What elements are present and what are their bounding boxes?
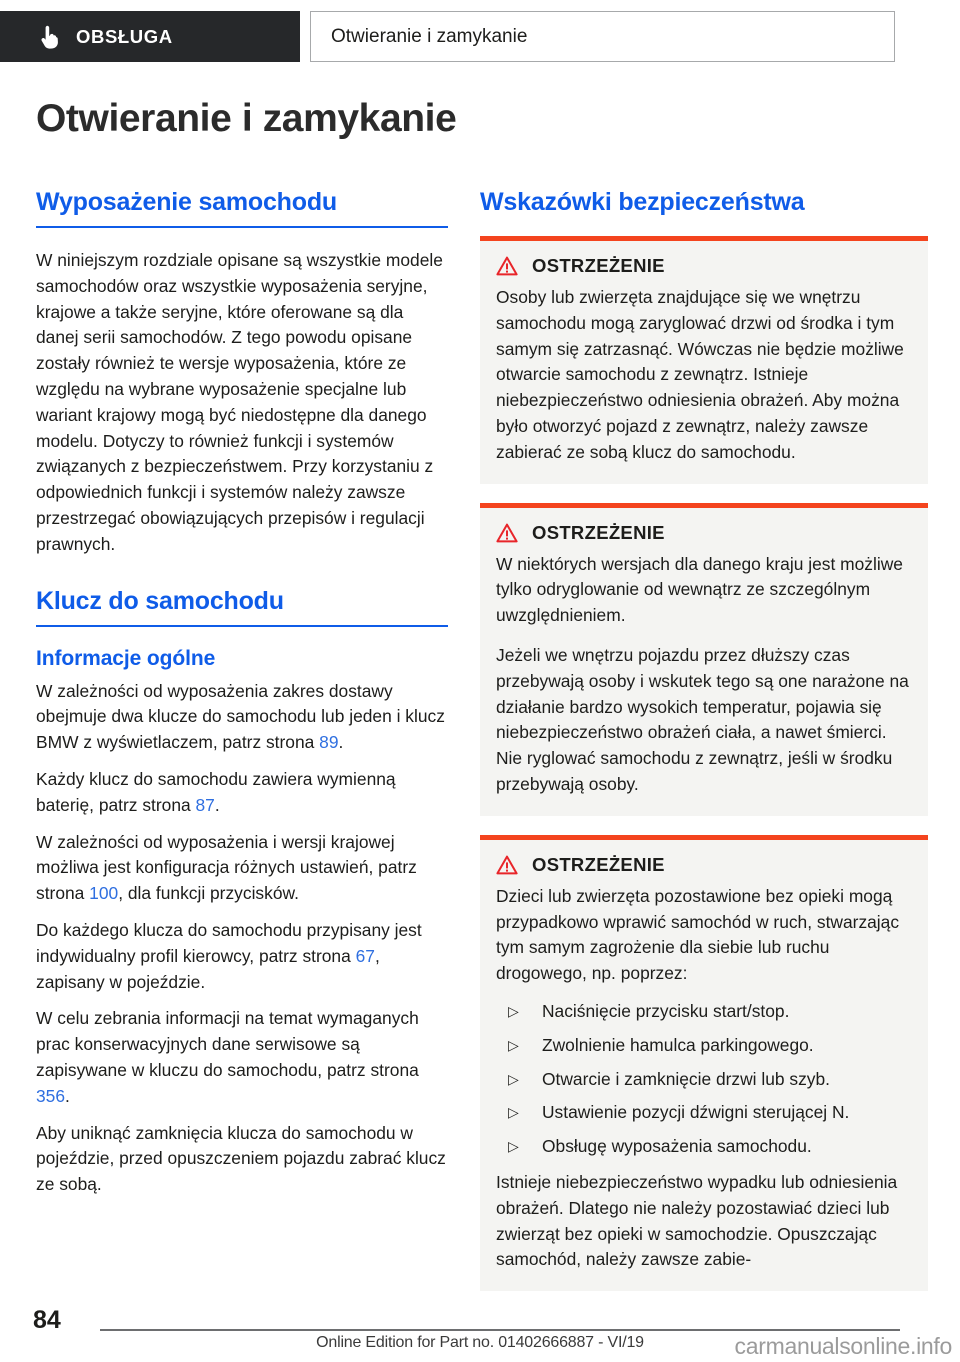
key-paragraph-4-text-b: , zapisany w pojeździe.: [36, 945, 380, 992]
key-paragraph-3-text-b: , dla funkcji przycisków.: [118, 883, 299, 904]
warning-paragraph: Osoby lub zwierzęta znajdujące się we wnętrzu samochodu mogą zaryglować drzwi od środka i tym samym się zatrzasnąć. Wówczas nie będzie możliwe otwarcie samochodu z zewnątrz. Istnieje niebezpieczeństwo odniesienia obrażeń. Aby można było otworzyć pojazd z zewnątrz, należy zawsze zabierać ze sobą klucz do samochodu.: [496, 287, 904, 462]
header-section-label: OBSŁUGA: [76, 25, 173, 47]
list-item-label: Otwarcie i zamknięcie drzwi lub szyb.: [542, 1068, 830, 1089]
key-paragraph-1: [36, 679, 448, 756]
warning-header: [496, 854, 912, 876]
list-item: [496, 999, 912, 1025]
list-item: [496, 1134, 912, 1160]
warning-box: [480, 503, 928, 816]
key-paragraph-2: [36, 767, 448, 819]
key-paragraph-3: [36, 830, 448, 907]
footer-divider: [100, 1329, 900, 1331]
list-item-label: Ustawienie pozycji dźwigni sterującej N.: [542, 1102, 850, 1123]
triangle-bullet-icon: ▷: [508, 1104, 519, 1121]
page-reference-356[interactable]: 356: [36, 1085, 66, 1106]
warning-paragraph: W niektórych wersjach dla danego kraju jest możliwe tylko odryglowanie od wewnątrz ze szczególnym uwzględnieniem.: [496, 553, 903, 626]
page-title: Otwieranie i zamykanie: [36, 97, 457, 140]
page-number: 84: [33, 1306, 61, 1334]
key-paragraph-5: [36, 1006, 448, 1109]
key-paragraph-4-text-a: Do każdego klucza do samochodu przypisany jest indywidualny profil kierowcy, patrz strona: [36, 919, 422, 966]
list-item: [496, 1067, 912, 1093]
warning-title: OSTRZEŻENIE: [532, 255, 665, 276]
key-paragraph-2-text-b: .: [214, 794, 220, 815]
page-header: [0, 11, 960, 62]
section-heading-car-key: Klucz do samochodu: [36, 587, 448, 627]
list-item-label: Naciśnięcie przycisku start/stop.: [542, 1000, 790, 1021]
key-paragraph-6: Aby uniknąć zamknięcia klucza do samochodu w pojeździe, przed opuszczeniem pojazdu zabrać klucz ze sobą.: [36, 1122, 446, 1195]
breadcrumb-label: Otwieranie i zamykanie: [331, 25, 528, 47]
triangle-bullet-icon: ▷: [508, 1070, 519, 1087]
warning-paragraph: Jeżeli we wnętrzu pojazdu przez dłuższy czas przebywają osoby i wskutek tego są one narażone na działanie bardzo wysokich temperatur, pojawia się niebezpieczeństwo obrażeń ciała, a nawet śmierci. Nie ryglować samochodu z zewnątrz, jeśli w środku przebywają osoby.: [496, 644, 909, 794]
triangle-bullet-icon: ▷: [508, 1036, 519, 1053]
triangle-bullet-icon: ▷: [508, 1138, 519, 1155]
warning-header: [496, 522, 912, 544]
key-paragraph-5-text-b: .: [65, 1085, 70, 1106]
list-item: [496, 1033, 912, 1059]
header-section-tab[interactable]: [0, 11, 300, 62]
key-paragraph-3-text-a: W zależności od wyposażenia i wersji krajowej możliwa jest konfiguracja różnych ustawień, patrz strona: [36, 831, 417, 904]
key-paragraph-1-text-b: .: [338, 732, 344, 753]
key-paragraph-1-text-a: W zależności od wyposażenia zakres dostawy obejmuje dwa klucze do samochodu lub jeden i klucz BMW z wyświetlaczem, patrz strona: [36, 680, 445, 753]
warning-bullet-list: [496, 999, 912, 1160]
warning-box: [480, 835, 928, 1291]
warning-triangle-icon: [496, 523, 518, 543]
warning-title: OSTRZEŻENIE: [532, 853, 665, 875]
edition-note: Online Edition for Part no. 01402666887 - VI/19: [316, 1334, 644, 1351]
page-reference-67[interactable]: 67: [355, 945, 375, 966]
site-watermark: carmanualsonline.info: [734, 1333, 952, 1359]
warning-header: [496, 255, 912, 277]
right-column: [480, 188, 928, 1291]
warning-paragraph-continued: Istnieje niebezpieczeństwo wypadku lub odniesienia obrażeń. Dlatego nie należy pozostawiać dzieci lub zwierząt bez opieki w samochodzie. Opuszczając samochód, należy zawsze zabie-: [496, 1171, 898, 1270]
warning-box: [480, 236, 928, 484]
breadcrumb[interactable]: [310, 11, 895, 62]
warning-triangle-icon: [496, 855, 518, 875]
section-heading-equipment: Wyposażenie samochodu: [36, 188, 448, 228]
column-clip-mask: [480, 1291, 928, 1305]
warning-paragraph: Dzieci lub zwierzęta pozostawione bez opieki mogą przypadkowo wprawić samochód w ruch, stwarzając tym samym zagrożenie dla siebie lub ruchu drogowego, np. poprzez:: [496, 885, 900, 984]
left-column: [36, 188, 448, 1198]
list-item-label: Obsługę wyposażenia samochodu.: [542, 1136, 812, 1157]
page-reference-100[interactable]: 100: [89, 883, 119, 904]
subheading-general-info: Informacje ogólne: [36, 646, 216, 670]
triangle-bullet-icon: ▷: [508, 1002, 519, 1019]
section-heading-safety-notes: Wskazówki bezpieczeństwa: [480, 188, 805, 216]
key-paragraph-2-text-a: Każdy klucz do samochodu zawiera wymienną baterię, patrz strona: [36, 768, 396, 815]
page-reference-89[interactable]: 89: [319, 732, 339, 753]
page-reference-87[interactable]: 87: [195, 794, 215, 815]
key-paragraph-5-text-a: W celu zebrania informacji na temat wymaganych prac konserwacyjnych dane serwisowe są zapisywane w kluczu do samochodu, patrz strona: [36, 1008, 419, 1080]
warning-title: OSTRZEŻENIE: [532, 521, 665, 543]
key-paragraph-4: [36, 918, 448, 995]
pointing-hand-icon: [40, 25, 59, 49]
warning-triangle-icon: [496, 256, 518, 276]
equipment-paragraph: W niniejszym rozdziale opisane są wszystkie modele samochodów oraz wszystkie wyposażenia seryjne, krajowe a także seryjne, które oferowane są dla danej serii samochodów. Z tego powodu opisane zostały również te wersje wyposażenia, które ze względu na wybrane wyposażenie specjalne lub wariant krajowy mogą być niedostępne dla danego modelu. Dotyczy to również funkcji i systemów związanych z bezpieczeństwem. Przy korzystaniu z odpowiednich funkcji i systemów należy zawsze przestrzegać obowiązujących przepisów i regulacji prawnych.: [36, 250, 443, 554]
list-item: [496, 1100, 912, 1126]
list-item-label: Zwolnienie hamulca parkingowego.: [542, 1034, 814, 1055]
